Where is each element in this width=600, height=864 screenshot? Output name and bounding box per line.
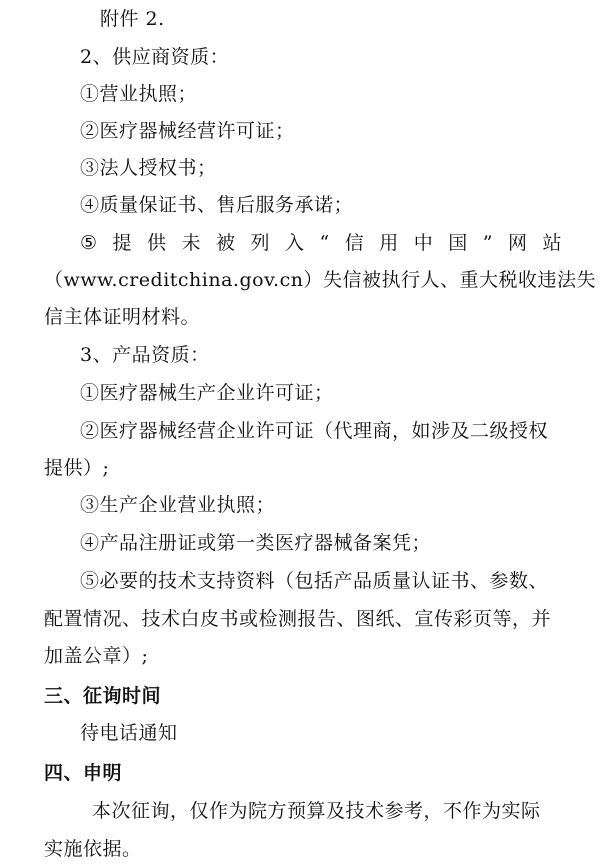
section-four-body-line-1: 本次征询，仅作为院方预算及技术参考，不作为实际 xyxy=(92,800,541,822)
supplier-item-5-line-2: （www.creditchina.gov.cn）失信被执行人、重大税收违法失 xyxy=(44,269,596,291)
section-four-body-line-2: 实施依据。 xyxy=(44,838,142,860)
product-item-5-line-1: ⑤必要的技术支持资料（包括产品质量认证书、参数、 xyxy=(80,570,549,592)
justified-char: 供 xyxy=(147,232,167,254)
supplier-item-5-justified xyxy=(80,230,562,256)
supplier-item-5-line-3: 信主体证明材料。 xyxy=(44,306,201,328)
product-item-2-line-1: ②医疗器械经营企业许可证（代理商，如涉及二级授权 xyxy=(80,420,549,442)
justified-char: 网 xyxy=(507,232,528,254)
supplier-item-4: ④质量保证书、售后服务承诺； xyxy=(80,194,354,216)
justified-char: 被 xyxy=(216,232,236,254)
supplier-item-2: ②医疗器械经营许可证； xyxy=(80,120,295,142)
justified-char: 入 xyxy=(285,232,305,254)
section-three-heading: 三、征询时间 xyxy=(44,685,162,707)
justified-char: 国 xyxy=(448,232,468,254)
justified-char: 信 xyxy=(344,232,365,254)
justified-char: ” xyxy=(482,232,493,254)
supplier-item-5-line-1 xyxy=(0,230,600,256)
justified-char: 用 xyxy=(379,232,399,254)
product-item-2-line-2: 提供）; xyxy=(44,457,110,479)
supplier-item-3: ③法人授权书； xyxy=(80,157,217,179)
attachment-label: 附件 2. xyxy=(100,8,165,30)
section-four-heading: 四、申明 xyxy=(44,762,123,784)
justified-char: 未 xyxy=(181,232,202,254)
product-item-3: ③生产企业营业执照； xyxy=(80,494,276,516)
product-item-4: ④产品注册证或第一类医疗器械备案凭； xyxy=(80,532,432,554)
justified-char: 站 xyxy=(542,232,562,254)
section-three-body: 待电话通知 xyxy=(80,722,178,744)
supplier-section-title: 2、供应商资质： xyxy=(80,46,230,68)
justified-char: 中 xyxy=(413,232,434,254)
product-item-5-line-3: 加盖公章）; xyxy=(44,645,149,667)
justified-char: “ xyxy=(319,232,330,254)
supplier-item-1: ①营业执照； xyxy=(80,83,198,105)
product-item-5-line-2: 配置情况、技术白皮书或检测报告、图纸、宣传彩页等，并 xyxy=(44,608,552,630)
justified-char: 列 xyxy=(250,232,271,254)
justified-char: ⑤ xyxy=(80,232,98,254)
product-section-title: 3、产品资质： xyxy=(80,344,210,366)
justified-char: 提 xyxy=(112,232,133,254)
product-item-1: ①医疗器械生产企业许可证； xyxy=(80,382,334,404)
